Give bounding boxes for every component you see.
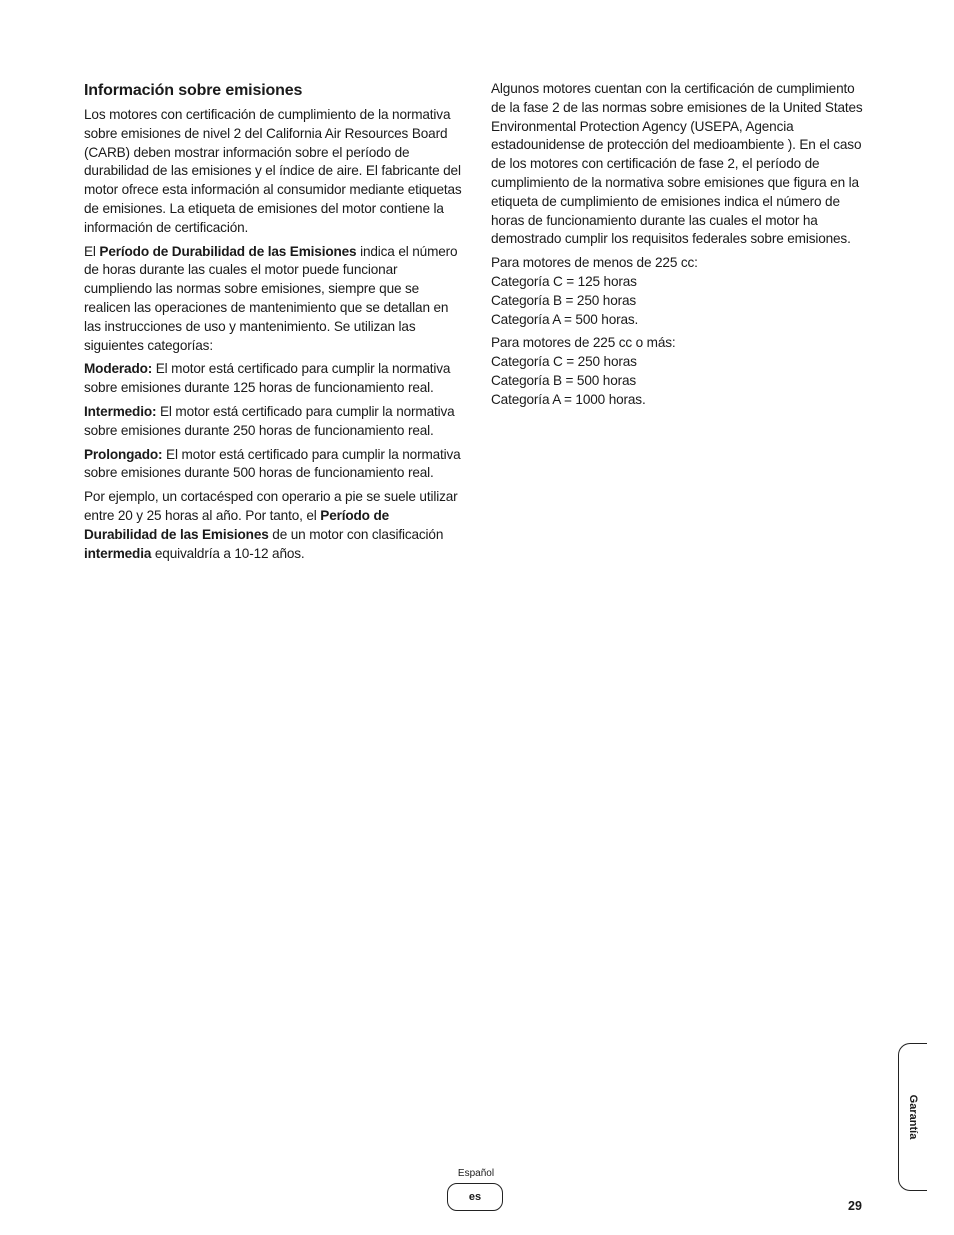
list-item: Categoría B = 500 horas [491, 372, 637, 388]
list-item: Categoría B = 250 horas [491, 292, 637, 308]
language-badge: es [447, 1183, 503, 1211]
category-moderado: Moderado: El motor está certificado para cumplir la normativa sobre emisiones durante 125 horas de funcionamiento real. [84, 361, 451, 396]
category-intermedio: Intermedio: El motor está certificado para cumplir la normativa sobre emisiones durante 250 horas de funcionamiento real. [84, 403, 455, 438]
left-column [84, 78, 464, 568]
list-item: Categoría A = 1000 horas. [491, 391, 646, 407]
right-column [491, 80, 871, 415]
example-paragraph: Por ejemplo, un cortacésped con operario a pie se suele utilizar entre 20 y 25 horas al año. Por tanto, el Período de Durabilidad de las Emisiones de un motor con clasificación intermedia equivaldría a 10-12 años. [84, 489, 458, 561]
over-225cc-heading: Para motores de 225 cc o más: [491, 335, 676, 351]
language-label: Español [457, 1168, 495, 1179]
list-item: Categoría C = 250 horas [491, 354, 637, 370]
list-item: Categoría A = 500 horas. [491, 311, 639, 327]
section-title: Información sobre emisiones [84, 82, 303, 99]
under-225cc-heading: Para motores de menos de 225 cc: [491, 255, 698, 271]
durability-paragraph: El Período de Durabilidad de las Emisiones indica el número de horas durante las cuales el motor puede funcionar cumpliendo las normas sobre emisiones, siempre que se realicen las operaciones de mantenimiento que se detallan en las instrucciones de uso y mantenimiento. Se utilizan las siguientes categorías: [84, 243, 458, 353]
section-side-tab [898, 1043, 927, 1191]
over-225cc-list [491, 334, 871, 409]
side-tab-label: Garantía [907, 1094, 919, 1140]
durability-term: Período de Durabilidad de las Emisiones [99, 243, 357, 259]
usepa-paragraph: Algunos motores cuentan con la certificación de cumplimiento de la fase 2 de las normas sobre emisiones de la United States Environmental Protection Agency (USEPA, Agencia estadounidense de protección del medioambiente ). En el caso de los motores con certificación de fase 2, el período de cumplimiento de la normativa sobre emisiones que figura en la etiqueta de cumplimiento de emisiones indica el número de horas de funcionamiento durante las cuales el motor ha demostrado cumplir los requisitos federales sobre emisiones. [491, 81, 863, 247]
under-225cc-list [491, 254, 871, 329]
list-item: Categoría C = 125 horas [491, 273, 637, 289]
intro-paragraph: Los motores con certificación de cumplimiento de la normativa sobre emisiones de nivel 2 del California Air Resources Board (CARB) deben mostrar información sobre el período de durabilidad de las emisiones y el índice de aire. El fabricante del motor ofrece esta información al consumidor mediante etiquetas de emisiones. La etiqueta de emisiones del motor contiene la información de certificación. [84, 107, 462, 235]
page-number: 29 [848, 1199, 862, 1213]
category-prolongado: Prolongado: El motor está certificado para cumplir la normativa sobre emisiones durante 500 horas de funcionamiento real. [84, 446, 461, 481]
